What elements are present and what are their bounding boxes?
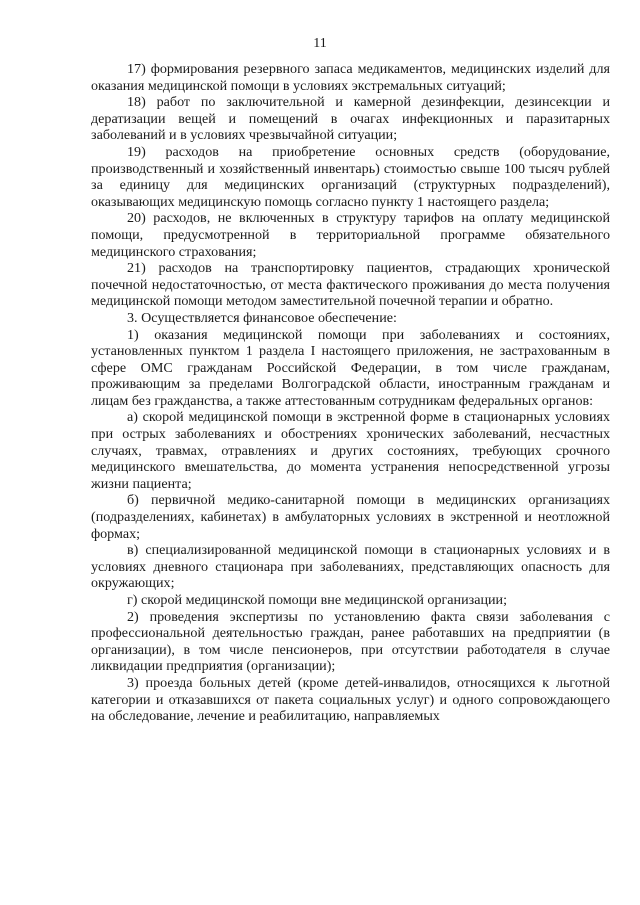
paragraph-subitem-2: 2) проведения экспертизы по установлению факта связи заболевания с профессиональной деятельностью граждан, ранее работавших на предприятии (в организации), в том числе пенсионеров, при отсутствии работодателя в случае ликвидации предприятия (организации); [91, 608, 610, 675]
section-3-heading: 3. Осуществляется финансовое обеспечение: [127, 309, 397, 326]
page-number: 11 [313, 36, 327, 51]
paragraph-item-19: 19) расходов на приобретение основных средств (оборудование, производственный и хозяйственный инвентарь) стоимостью свыше 100 тысяч рублей за единицу для медицинских организаций (структурных подразделений), оказывающих медицинскую помощь согласно пункту 1 настоящего раздела; [91, 143, 610, 210]
paragraph-item-20: 20) расходов, не включенных в структуру тарифов на оплату медицинской помощи, предусмотренной в территориальной программе обязательного медицинского страхования; [91, 210, 610, 260]
paragraph-item-21: 21) расходов на транспортировку пациентов, страдающих хронической почечной недостаточностью, от места фактического проживания до места получения медицинской помощи методом заместительной почечной терапии и обратно. [91, 260, 610, 310]
paragraph-subitem-g: г) скорой медицинской помощи вне медицинской организации; [127, 592, 508, 608]
paragraph-subitem-3: 3) проезда больных детей (кроме детей-инвалидов, относящихся к льготной категории и отказавшихся от пакета социальных услуг) и одного сопровождающего на обследование, лечение и реабилитацию, направляемых [91, 674, 610, 725]
paragraph-item-18: 18) работ по заключительной и камерной дезинфекции, дезинсекции и дератизации вещей и помещений в очагах инфекционных и паразитарных заболеваний и в условиях чрезвычайной ситуации; [91, 94, 610, 144]
paragraph-item-17: 17) формирования резервного запаса медикаментов, медицинских изделий для оказания медицинской помощи в условиях экстремальных ситуаций; [91, 61, 610, 94]
paragraph-subitem-1: 1) оказания медицинской помощи при заболеваниях и состояниях, установленных пунктом 1 раздела I настоящего приложения, не застрахованным в сфере ОМС гражданам Российской Федерации, в том числе гражданам, проживающим за пределами Волгоградской области, иностранным гражданам и лицам без гражданства, а также аттестованным сотрудникам федеральных органов: [91, 326, 610, 409]
paragraph-subitem-v: в) специализированной медицинской помощи в стационарных условиях и в условиях дневного стационара при заболеваниях, представляющих опасность для окружающих; [91, 542, 610, 592]
paragraph-subitem-a: а) скорой медицинской помощи в экстренной форме в стационарных условиях при острых заболеваниях и обострениях хронических заболеваний, несчастных случаях, травмах, отравлениях и других состояниях, требующих срочного медицинского вмешательства, до момента устранения непосредственной угрозы жизни пациента; [91, 409, 610, 492]
document-body [91, 61, 610, 725]
paragraph-subitem-b: б) первичной медико-санитарной помощи в медицинских организациях (подразделениях, кабинетах) в амбулаторных условиях в экстренной и неотложной формах; [91, 492, 610, 542]
